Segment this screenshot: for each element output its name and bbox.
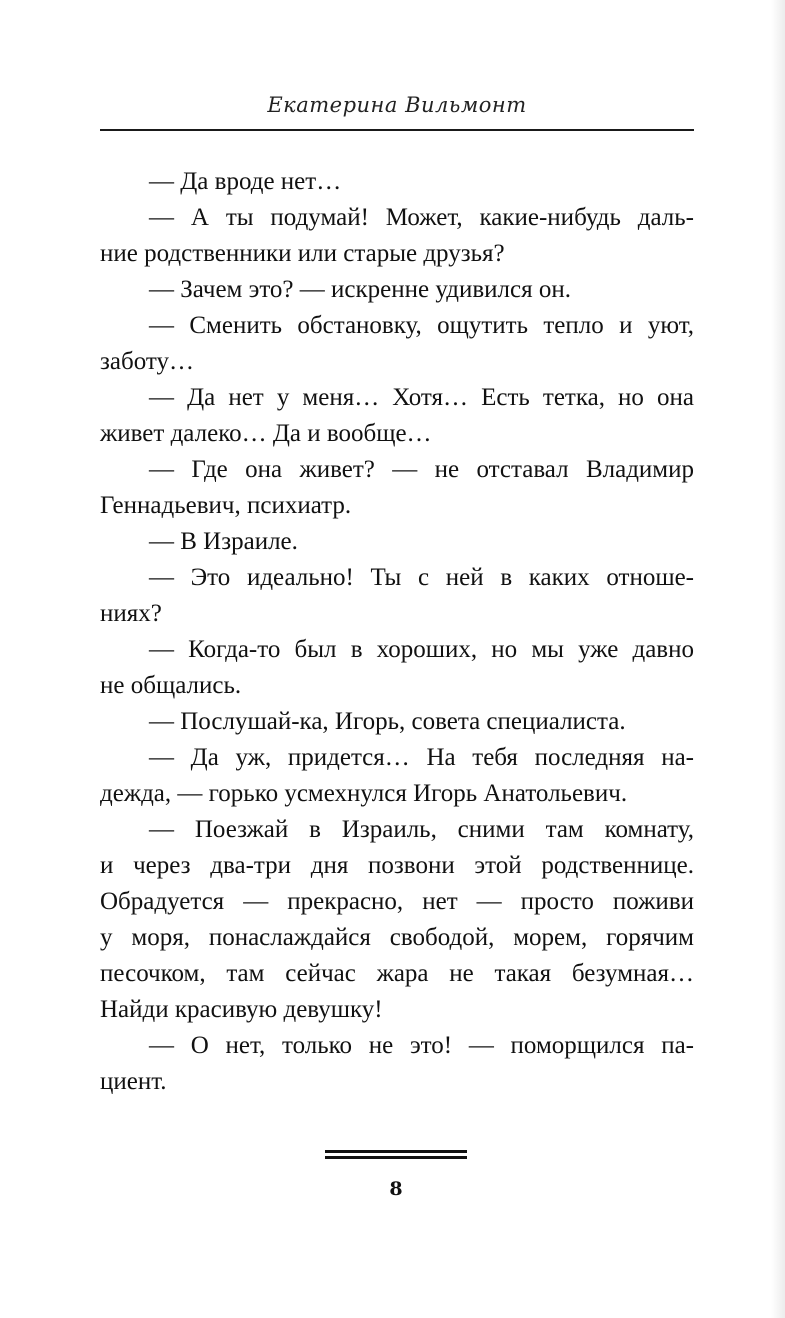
text-line: дежда, — горько усмехнулся Игорь Анатольевич. <box>100 780 628 807</box>
text-line: — Поезжай в Израиль, сними там комнату, <box>149 816 694 843</box>
text-line: — А ты подумай! Может, какие-нибудь даль- <box>149 204 694 231</box>
text-line: живет далеко… Да и вообще… <box>100 420 432 447</box>
text-line: — Это идеально! Ты с ней в каких отноше- <box>149 564 694 591</box>
text-line: — Сменить обстановку, ощутить тепло и уют, <box>149 312 694 339</box>
text-line: — Когда-то был в хороших, но мы уже давно <box>149 636 694 663</box>
text-line: не общались. <box>100 672 242 699</box>
text-line: — О нет, только не это! — поморщился па- <box>149 1032 694 1059</box>
page-edge-shadow <box>771 0 785 1318</box>
text-line: — Да уж, придется… На тебя последняя на- <box>149 744 694 771</box>
text-line: заботу… <box>100 348 194 375</box>
text-line: у моря, понаслаждайся свободой, морем, горячим <box>100 924 694 951</box>
text-line: Геннадьевич, психиатр. <box>100 492 352 519</box>
header-rule <box>100 129 694 131</box>
text-line: Найди красивую девушку! <box>100 996 383 1023</box>
footer-rule-bottom <box>325 1156 467 1159</box>
footer-rule-top <box>325 1150 467 1153</box>
text-line: Обрадуется — прекрасно, нет — просто поживи <box>100 888 694 915</box>
text-line: и через два-три дня позвони этой родственнице. <box>100 852 694 879</box>
text-line: — Послушай-ка, Игорь, совета специалиста. <box>149 708 626 735</box>
running-head-author: Екатерина Вильмонт <box>267 93 527 117</box>
page-number: 8 <box>389 1178 403 1200</box>
text-line: ние родственники или старые друзья? <box>100 240 505 267</box>
text-line: — В Израиле. <box>149 528 298 555</box>
text-line: циент. <box>100 1068 167 1095</box>
text-line: — Где она живет? — не отставал Владимир <box>149 456 694 483</box>
text-line: песочком, там сейчас жара не такая безумная… <box>100 960 694 987</box>
body-text <box>100 164 694 1100</box>
text-line: — Да вроде нет… <box>149 168 342 195</box>
text-line: — Зачем это? — искренне удивился он. <box>149 276 572 303</box>
text-line: ниях? <box>100 600 162 627</box>
text-line: — Да нет у меня… Хотя… Есть тетка, но она <box>149 384 694 411</box>
